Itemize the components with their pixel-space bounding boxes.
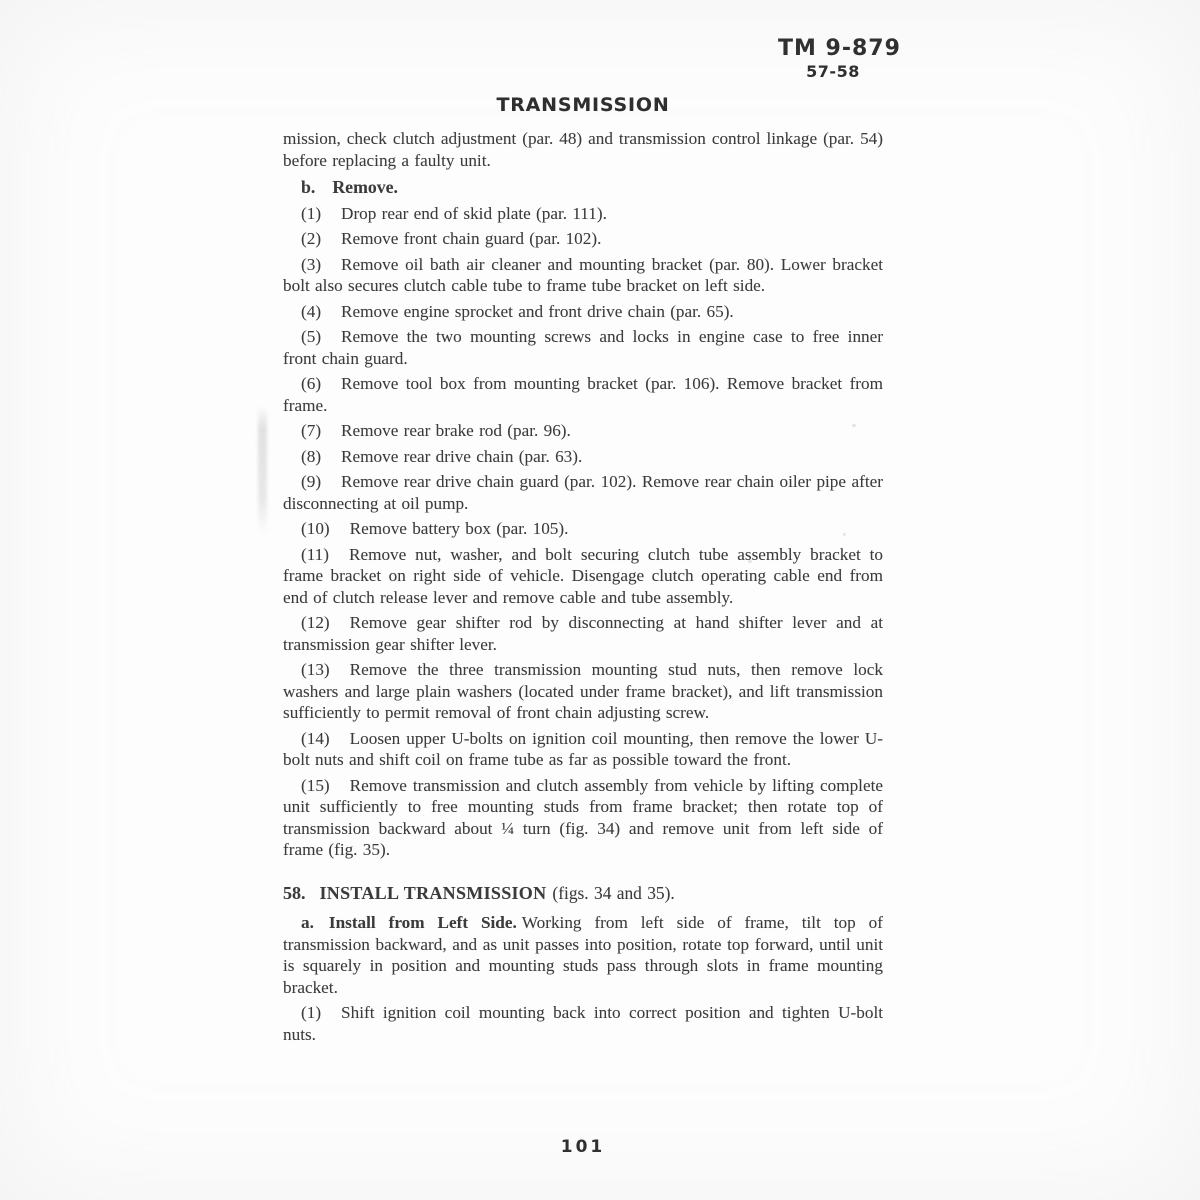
install-step-list — [283, 1002, 883, 1045]
step-number: (1) — [301, 1003, 322, 1022]
step-text: Drop rear end of skid plate (par. 111). — [341, 203, 607, 223]
step-item — [283, 612, 883, 655]
step-text: Remove front chain guard (par. 102). — [341, 229, 602, 248]
step-item — [283, 728, 883, 771]
step-number: (4) — [301, 301, 322, 321]
manual-header — [778, 36, 901, 81]
step-text: Remove rear brake rod (par. 96). — [341, 421, 571, 440]
step-item — [283, 326, 883, 369]
paragraph-range: 57-58 — [806, 62, 860, 81]
section-heading-install — [283, 883, 883, 905]
step-item — [283, 775, 883, 861]
step-text: Remove tool box from mounting bracket (par. 106). Remove bracket from frame. — [283, 374, 883, 415]
step-text: Remove battery box (par. 105). — [349, 519, 569, 538]
manual-number: TM 9-879 — [778, 36, 901, 61]
step-number: (8) — [301, 446, 322, 466]
continued-paragraph: mission, check clutch adjustment (par. 48) and transmission control linkage (par. 54) before replacing a faulty unit. — [283, 129, 883, 170]
section-number: 58. — [283, 882, 306, 903]
step-item — [283, 1002, 883, 1045]
step-number: (3) — [301, 254, 322, 274]
step-item — [283, 228, 883, 250]
running-title: TRANSMISSION — [496, 94, 670, 116]
page-number: 101 — [560, 1137, 606, 1157]
step-text: Remove engine sprocket and front drive chain (par. 65). — [341, 301, 734, 321]
step-text: Remove nut, washer, and bolt securing clutch tube assembly bracket to frame bracket on right side of vehicle. Disengage clutch operating cable end from end of clutch release lever and remove cable and tube assembly. — [283, 544, 883, 607]
section-title: INSTALL TRANSMISSION — [319, 882, 547, 903]
step-text: Remove gear shifter rod by disconnecting at hand shifter lever and at transmission gear shifter lever. — [283, 613, 883, 654]
section-figure-refs: (figs. 34 and 35). — [552, 882, 675, 903]
text-column — [283, 94, 883, 1049]
step-text: Loosen upper U-bolts on ignition coil mounting, then remove the lower U-bolt nuts and shift coil on frame tube as far as possible toward the front. — [283, 728, 883, 769]
subsection-text: Working from left side of frame, tilt top of transmission backward, and as unit passes into position, rotate top forward, until unit is squarely in position and mounting studs pass through slots in frame mounting bracket. — [283, 913, 883, 997]
subsection-lead: Install from Left Side. — [328, 913, 517, 932]
step-number: (5) — [301, 327, 322, 346]
step-number: (10) — [301, 519, 330, 538]
step-text: Remove the two mounting screws and locks in engine case to free inner front chain guard. — [283, 327, 883, 368]
step-text: Remove rear drive chain (par. 63). — [341, 446, 583, 466]
step-item — [283, 301, 883, 323]
step-number: (1) — [301, 203, 322, 223]
step-number: (7) — [301, 421, 322, 440]
step-item — [283, 203, 883, 225]
step-text: Shift ignition coil mounting back into correct position and tighten U-bolt nuts. — [283, 1003, 883, 1044]
scan-streak-artifact — [258, 406, 267, 534]
step-number: (15) — [301, 775, 330, 795]
step-number: (6) — [301, 374, 322, 393]
remove-step-list — [283, 203, 883, 861]
step-item — [283, 544, 883, 609]
step-text: Remove the three transmission mounting stud nuts, then remove lock washers and large plain washers (located under frame bracket), and lift transmission sufficiently to permit removal of front chain adjusting screw. — [283, 660, 883, 722]
step-number: (2) — [301, 229, 322, 248]
step-text: Remove transmission and clutch assembly from vehicle by lifting complete unit sufficiently to free mounting studs from frame bracket; then rotate top of transmission backward about ¼ turn (fig. 34) and remove unit from left side of frame (fig. 35). — [283, 775, 883, 859]
step-item — [283, 446, 883, 468]
install-a-paragraph — [283, 912, 883, 998]
subsection-heading-remove — [283, 177, 883, 199]
subsection-letter: b. — [301, 177, 316, 197]
step-text: Remove rear drive chain guard (par. 102). Remove rear chain oiler pipe after disconnecting at oil pump. — [283, 472, 883, 513]
step-item — [283, 518, 883, 540]
step-number: (11) — [301, 544, 329, 564]
step-item — [283, 254, 883, 297]
step-number: (12) — [301, 613, 330, 632]
step-item — [283, 373, 883, 416]
step-item — [283, 659, 883, 724]
subsection-label: Remove. — [332, 177, 399, 197]
step-text: Remove oil bath air cleaner and mounting bracket (par. 80). Lower bracket bolt also secures clutch cable tube to frame tube bracket on left side. — [283, 254, 883, 295]
step-number: (9) — [301, 472, 322, 491]
step-item — [283, 471, 883, 514]
step-item — [283, 420, 883, 442]
subsection-letter: a. — [301, 913, 314, 932]
step-number: (13) — [301, 660, 330, 679]
step-number: (14) — [301, 728, 330, 748]
